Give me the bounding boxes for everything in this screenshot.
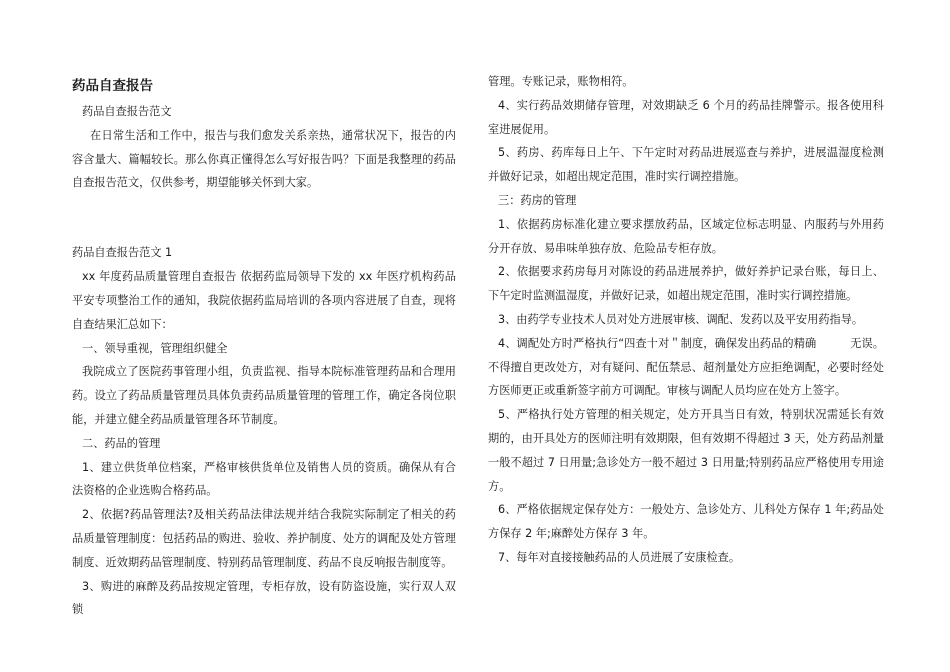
paragraph: 2、依据?药品管理法?及相关药品法律法规并结合我院实际制定了相关的药品质量管理制度：包括药品的购进、验收、养护制度、处方的调配及处方管理制度、近效期药品管理制度、特别药品管理制度、药品不良反响报告制度等。 <box>72 508 456 569</box>
paragraph: 7、每年对直接接触药品的人员进展了安康检查。 <box>498 550 741 564</box>
paragraph: 5、严格执行处方管理的相关规定，处方开具当日有效，特别状况需延长有效期的，由开具处方的医师注明有效期限，但有效期不得超过 3 天，处方药品剂量一般不超过 7 日用量;急诊处方一般不超过 3 日用量;特别药品应严格使用专用途方。 <box>488 408 884 493</box>
paragraph: 在日常生活和工作中，报告与我们愈发关系亲热，通常状况下，报告的内容含量大、篇幅较长。那么你真正懂得怎么写好报告吗？下面是我整理的药品自查报告范文，仅供参考，期望能够关怀到大家。 <box>72 128 456 190</box>
paragraph: 4、调配处方时严格执行“四查十对＂制度，确保发出药品的精确 无误。不得擅自更改处方，对有疑问、配伍禁忌、超剂量处方应拒绝调配，必要时经处方医师更正或重新签字前方可调配。审核与调配人员均应在处方上签字。 <box>488 336 884 398</box>
paragraph: 2、依据要求药房每月对陈设的药品进展养护，做好养护记录台账，每日上、下午定时监测温湿度，并做好记录，如超出规定范围，准时实行调控措施。 <box>488 265 884 303</box>
paragraph: 我院成立了医院药事管理小组，负责监视、指导本院标准管理药品和合理用药。设立了药品质量管理员具体负责药品质量管理的管理工作，确定各岗位职能，并建立健全药品质量管理各环节制度。 <box>72 365 456 426</box>
paragraph: 3、由药学专业技术人员对处方进展审核、调配、发药以及平安用药指导。 <box>498 312 864 326</box>
blank-line <box>72 206 456 230</box>
paragraph: 5、药房、药库每日上午、下午定时对药品进展巡查与养护，进展温湿度检测并做好记录，如超出规定范围，准时实行调控措施。 <box>488 146 884 184</box>
right-column-body <box>488 70 884 570</box>
right-column <box>488 70 884 570</box>
paragraph: 6、严格依据规定保存处方：一般处方、急诊处方、儿科处方保存 1 年;药品处方保存 2 年;麻醉处方保存 3 年。 <box>488 503 884 541</box>
paragraph: 三：药房的管理 <box>498 193 577 207</box>
paragraph: 3、购进的麻醉及药品按规定管理，专柜存放，设有防盗设施，实行双人双锁 <box>72 579 456 617</box>
paragraph: 药品自查报告范文 <box>82 105 172 118</box>
paragraph: 4、实行药品效期储存管理，对效期缺乏 6 个月的药品挂牌警示。报各使用科室进展促用。 <box>488 98 884 136</box>
paragraph: 二、药品的管理 <box>82 436 161 450</box>
paragraph: 药品自查报告范文 1 <box>72 246 173 260</box>
document-title: 药品自查报告 <box>72 78 153 94</box>
paragraph: 1、建立供货单位档案，严格审核供货单位及销售人员的资质。确保从有合法资格的企业选购合格药品。 <box>72 460 456 498</box>
left-column-body <box>72 100 456 622</box>
paragraph: 管理。专账记录，账物相符。 <box>488 75 634 88</box>
paragraph: 一、领导重视，管理组织健全 <box>82 341 228 355</box>
left-column <box>72 70 456 622</box>
paragraph: 1、依据药房标准化建立要求摆放药品，区域定位标志明显、内服药与外用药分开存放、易串味单独存放、危险品专柜存放。 <box>488 217 884 255</box>
paragraph: xx 年度药品质量管理自查报告 依据药监局领导下发的 xx 年医疗机构药品平安专项整治工作的通知，我院依据药监局培训的各项内容进展了自查，现将自查结果汇总如下： <box>72 270 456 331</box>
